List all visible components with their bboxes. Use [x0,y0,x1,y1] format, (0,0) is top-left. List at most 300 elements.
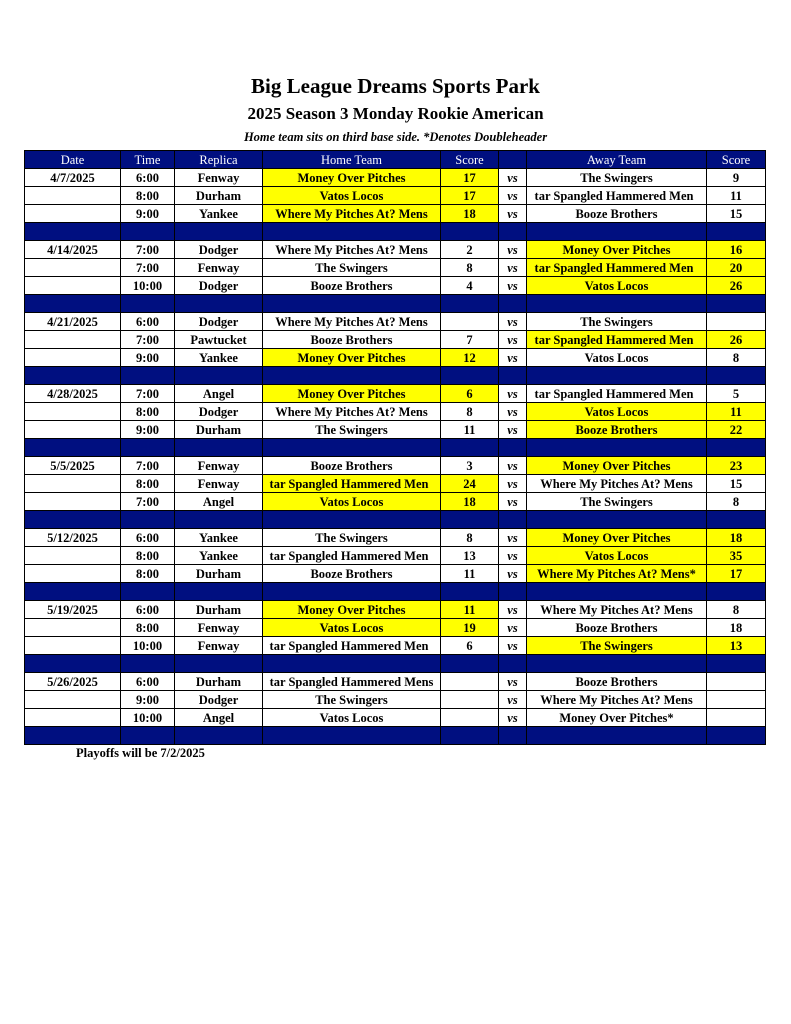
game-row [25,475,766,493]
separator-cell [441,223,499,241]
vs-cell: vs [499,421,527,439]
replica-cell: Durham [175,187,263,205]
date-cell: 5/12/2025 [25,529,121,547]
replica-cell: Dodger [175,277,263,295]
date-cell [25,547,121,565]
separator-cell [707,655,766,673]
away-score-cell: 11 [707,187,766,205]
separator-cell [121,727,175,745]
col-away-team: Away Team [527,151,707,169]
separator-cell [499,439,527,457]
home-score-cell [441,691,499,709]
separator-cell [707,583,766,601]
separator-cell [527,367,707,385]
vs-cell: vs [499,475,527,493]
time-cell: 8:00 [121,619,175,637]
home-team-cell: Booze Brothers [263,457,441,475]
away-team-cell: tar Spangled Hammered Men [527,331,707,349]
date-cell: 5/5/2025 [25,457,121,475]
col-date: Date [25,151,121,169]
home-score-cell: 2 [441,241,499,259]
separator-cell [441,439,499,457]
replica-cell: Dodger [175,691,263,709]
date-cell [25,475,121,493]
separator-cell [527,295,707,313]
game-row [25,529,766,547]
home-score-cell: 19 [441,619,499,637]
week-separator [25,583,766,601]
date-cell [25,403,121,421]
time-cell: 8:00 [121,565,175,583]
away-score-cell: 23 [707,457,766,475]
week-separator [25,511,766,529]
game-row [25,457,766,475]
separator-cell [25,223,121,241]
time-cell: 6:00 [121,673,175,691]
vs-cell: vs [499,385,527,403]
home-team-cell: Where My Pitches At? Mens [263,205,441,223]
replica-cell: Yankee [175,547,263,565]
time-cell: 7:00 [121,493,175,511]
vs-cell: vs [499,277,527,295]
vs-cell: vs [499,637,527,655]
vs-cell: vs [499,547,527,565]
game-row [25,169,766,187]
separator-cell [527,223,707,241]
away-score-cell [707,709,766,727]
date-cell: 5/26/2025 [25,673,121,691]
separator-cell [175,727,263,745]
home-score-cell: 6 [441,637,499,655]
separator-cell [25,367,121,385]
separator-cell [121,655,175,673]
date-cell [25,691,121,709]
game-row [25,691,766,709]
time-cell: 7:00 [121,241,175,259]
vs-cell: vs [499,565,527,583]
date-cell [25,493,121,511]
time-cell: 8:00 [121,403,175,421]
col-away-score: Score [707,151,766,169]
game-row [25,601,766,619]
separator-cell [441,295,499,313]
away-team-cell: The Swingers [527,313,707,331]
away-score-cell: 11 [707,403,766,421]
separator-cell [499,727,527,745]
date-cell [25,619,121,637]
separator-cell [121,583,175,601]
separator-cell [25,655,121,673]
home-team-cell: Money Over Pitches [263,385,441,403]
time-cell: 7:00 [121,259,175,277]
time-cell: 6:00 [121,169,175,187]
separator-cell [499,511,527,529]
separator-cell [441,655,499,673]
home-team-cell: The Swingers [263,421,441,439]
home-score-cell: 17 [441,169,499,187]
separator-cell [121,295,175,313]
date-cell: 4/28/2025 [25,385,121,403]
game-row [25,277,766,295]
separator-cell [25,511,121,529]
separator-cell [441,583,499,601]
home-score-cell [441,673,499,691]
replica-cell: Angel [175,385,263,403]
replica-cell: Fenway [175,259,263,277]
game-row [25,241,766,259]
time-cell: 7:00 [121,385,175,403]
separator-cell [707,295,766,313]
week-separator [25,655,766,673]
vs-cell: vs [499,241,527,259]
date-cell [25,421,121,439]
away-team-cell: Booze Brothers [527,421,707,439]
separator-cell [263,727,441,745]
separator-cell [121,367,175,385]
separator-cell [121,511,175,529]
vs-cell: vs [499,709,527,727]
game-row [25,493,766,511]
away-team-cell: Where My Pitches At? Mens* [527,565,707,583]
separator-cell [707,511,766,529]
separator-cell [175,295,263,313]
separator-cell [527,727,707,745]
away-score-cell: 15 [707,475,766,493]
date-cell [25,709,121,727]
away-team-cell: Where My Pitches At? Mens [527,601,707,619]
away-score-cell [707,313,766,331]
game-row [25,187,766,205]
time-cell: 6:00 [121,313,175,331]
separator-cell [441,727,499,745]
home-score-cell: 6 [441,385,499,403]
col-time: Time [121,151,175,169]
time-cell: 6:00 [121,601,175,619]
schedule-body [25,169,766,745]
home-team-cell: The Swingers [263,259,441,277]
separator-cell [175,511,263,529]
away-team-cell: Vatos Locos [527,277,707,295]
vs-cell: vs [499,205,527,223]
home-score-cell: 4 [441,277,499,295]
week-separator [25,439,766,457]
date-cell [25,187,121,205]
separator-cell [499,295,527,313]
home-score-cell: 3 [441,457,499,475]
home-score-cell: 13 [441,547,499,565]
away-team-cell: Money Over Pitches [527,457,707,475]
home-team-cell: Vatos Locos [263,709,441,727]
home-score-cell [441,709,499,727]
replica-cell: Fenway [175,637,263,655]
separator-cell [707,727,766,745]
game-row [25,619,766,637]
home-score-cell: 8 [441,259,499,277]
replica-cell: Durham [175,601,263,619]
separator-cell [707,439,766,457]
separator-cell [499,583,527,601]
home-score-cell: 11 [441,421,499,439]
vs-cell: vs [499,619,527,637]
away-team-cell: The Swingers [527,169,707,187]
home-score-cell: 11 [441,601,499,619]
separator-cell [499,367,527,385]
home-team-cell: The Swingers [263,529,441,547]
home-team-cell: tar Spangled Hammered Men [263,637,441,655]
away-score-cell: 8 [707,601,766,619]
replica-cell: Yankee [175,349,263,367]
game-row [25,385,766,403]
separator-cell [263,439,441,457]
home-score-cell: 8 [441,403,499,421]
time-cell: 7:00 [121,331,175,349]
replica-cell: Durham [175,565,263,583]
separator-cell [263,511,441,529]
col-vs [499,151,527,169]
replica-cell: Fenway [175,619,263,637]
home-score-cell: 12 [441,349,499,367]
away-score-cell [707,691,766,709]
replica-cell: Dodger [175,403,263,421]
home-team-cell: Money Over Pitches [263,349,441,367]
replica-cell: Dodger [175,241,263,259]
away-score-cell: 8 [707,349,766,367]
time-cell: 10:00 [121,709,175,727]
away-team-cell: Money Over Pitches* [527,709,707,727]
home-score-cell: 7 [441,331,499,349]
vs-cell: vs [499,169,527,187]
separator-cell [175,439,263,457]
home-team-cell: tar Spangled Hammered Men [263,475,441,493]
separator-cell [121,439,175,457]
away-team-cell: Vatos Locos [527,349,707,367]
home-team-cell: Where My Pitches At? Mens [263,241,441,259]
replica-cell: Fenway [175,475,263,493]
date-cell [25,565,121,583]
game-row [25,313,766,331]
page-note: Home team sits on third base side. *Denotes Doubleheader [243,130,548,144]
separator-cell [499,223,527,241]
away-score-cell: 18 [707,529,766,547]
separator-cell [527,439,707,457]
home-score-cell [441,313,499,331]
home-score-cell: 24 [441,475,499,493]
away-team-cell: tar Spangled Hammered Men [527,385,707,403]
vs-cell: vs [499,493,527,511]
separator-cell [175,655,263,673]
date-cell: 4/14/2025 [25,241,121,259]
home-team-cell: Vatos Locos [263,187,441,205]
home-team-cell: The Swingers [263,691,441,709]
separator-cell [707,223,766,241]
away-team-cell: Booze Brothers [527,619,707,637]
col-replica: Replica [175,151,263,169]
playoffs-note: Playoffs will be 7/2/2025 [76,746,205,760]
away-team-cell: tar Spangled Hammered Men [527,187,707,205]
date-cell [25,259,121,277]
vs-cell: vs [499,457,527,475]
schedule-table [24,150,766,745]
home-team-cell: tar Spangled Hammered Mens [263,673,441,691]
date-cell: 4/7/2025 [25,169,121,187]
away-team-cell: Where My Pitches At? Mens [527,691,707,709]
game-row [25,205,766,223]
away-team-cell: Booze Brothers [527,673,707,691]
col-home-team: Home Team [263,151,441,169]
time-cell: 9:00 [121,691,175,709]
home-team-cell: Vatos Locos [263,619,441,637]
week-separator [25,295,766,313]
separator-cell [25,439,121,457]
time-cell: 10:00 [121,637,175,655]
replica-cell: Fenway [175,169,263,187]
away-score-cell: 20 [707,259,766,277]
away-team-cell: Booze Brothers [527,205,707,223]
replica-cell: Dodger [175,313,263,331]
away-score-cell: 15 [707,205,766,223]
away-score-cell [707,673,766,691]
away-team-cell: Money Over Pitches [527,529,707,547]
date-cell [25,331,121,349]
away-team-cell: The Swingers [527,637,707,655]
date-cell: 5/19/2025 [25,601,121,619]
away-team-cell: Where My Pitches At? Mens [527,475,707,493]
home-team-cell: Where My Pitches At? Mens [263,313,441,331]
page-subtitle: 2025 Season 3 Monday Rookie American [247,104,544,123]
header-row [25,151,766,169]
away-team-cell: Money Over Pitches [527,241,707,259]
time-cell: 8:00 [121,547,175,565]
date-cell [25,205,121,223]
game-row [25,421,766,439]
vs-cell: vs [499,187,527,205]
replica-cell: Yankee [175,529,263,547]
date-cell: 4/21/2025 [25,313,121,331]
separator-cell [263,583,441,601]
home-team-cell: tar Spangled Hammered Men [263,547,441,565]
replica-cell: Durham [175,421,263,439]
vs-cell: vs [499,529,527,547]
week-separator [25,727,766,745]
vs-cell: vs [499,403,527,421]
home-score-cell: 11 [441,565,499,583]
date-cell [25,277,121,295]
home-team-cell: Booze Brothers [263,277,441,295]
away-team-cell: Vatos Locos [527,547,707,565]
separator-cell [263,367,441,385]
game-row [25,349,766,367]
away-score-cell: 17 [707,565,766,583]
separator-cell [441,367,499,385]
time-cell: 6:00 [121,529,175,547]
separator-cell [707,367,766,385]
week-separator [25,367,766,385]
away-team-cell: Vatos Locos [527,403,707,421]
col-home-score: Score [441,151,499,169]
away-score-cell: 16 [707,241,766,259]
time-cell: 10:00 [121,277,175,295]
separator-cell [527,655,707,673]
home-team-cell: Booze Brothers [263,565,441,583]
week-separator [25,223,766,241]
away-team-cell: The Swingers [527,493,707,511]
time-cell: 9:00 [121,421,175,439]
separator-cell [175,223,263,241]
date-cell [25,637,121,655]
date-cell [25,349,121,367]
separator-cell [263,655,441,673]
home-score-cell: 18 [441,493,499,511]
game-row [25,565,766,583]
away-score-cell: 18 [707,619,766,637]
separator-cell [25,583,121,601]
away-score-cell: 5 [707,385,766,403]
replica-cell: Fenway [175,457,263,475]
vs-cell: vs [499,601,527,619]
separator-cell [527,511,707,529]
time-cell: 9:00 [121,205,175,223]
away-score-cell: 26 [707,277,766,295]
separator-cell [263,295,441,313]
separator-cell [25,295,121,313]
time-cell: 8:00 [121,187,175,205]
vs-cell: vs [499,673,527,691]
separator-cell [527,583,707,601]
away-score-cell: 22 [707,421,766,439]
separator-cell [263,223,441,241]
separator-cell [25,727,121,745]
separator-cell [175,583,263,601]
home-score-cell: 17 [441,187,499,205]
time-cell: 9:00 [121,349,175,367]
separator-cell [499,655,527,673]
vs-cell: vs [499,259,527,277]
home-score-cell: 8 [441,529,499,547]
away-score-cell: 26 [707,331,766,349]
replica-cell: Durham [175,673,263,691]
time-cell: 8:00 [121,475,175,493]
away-team-cell: tar Spangled Hammered Men [527,259,707,277]
game-row [25,331,766,349]
game-row [25,709,766,727]
home-team-cell: Vatos Locos [263,493,441,511]
replica-cell: Pawtucket [175,331,263,349]
home-score-cell: 18 [441,205,499,223]
separator-cell [175,367,263,385]
vs-cell: vs [499,331,527,349]
home-team-cell: Booze Brothers [263,331,441,349]
home-team-cell: Money Over Pitches [263,601,441,619]
replica-cell: Angel [175,709,263,727]
time-cell: 7:00 [121,457,175,475]
away-score-cell: 13 [707,637,766,655]
game-row [25,403,766,421]
game-row [25,673,766,691]
game-row [25,547,766,565]
page-title: Big League Dreams Sports Park [251,74,540,98]
vs-cell: vs [499,313,527,331]
away-score-cell: 35 [707,547,766,565]
home-team-cell: Where My Pitches At? Mens [263,403,441,421]
separator-cell [441,511,499,529]
vs-cell: vs [499,691,527,709]
away-score-cell: 9 [707,169,766,187]
replica-cell: Angel [175,493,263,511]
replica-cell: Yankee [175,205,263,223]
home-team-cell: Money Over Pitches [263,169,441,187]
away-score-cell: 8 [707,493,766,511]
game-row [25,637,766,655]
